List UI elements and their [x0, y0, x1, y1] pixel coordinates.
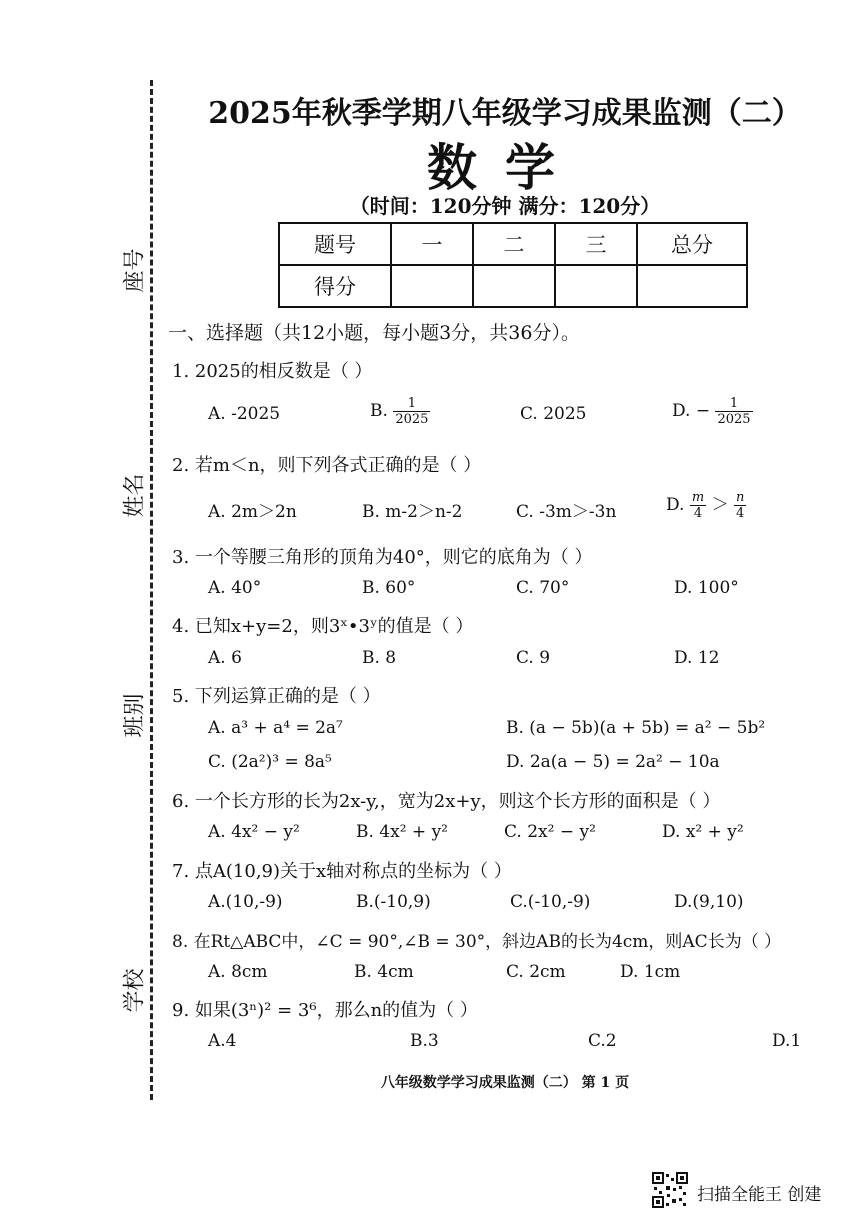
time-and-score-info: （时间：120分钟 满分：120分）: [349, 194, 661, 218]
question-4-option-d: D. 12: [674, 648, 720, 668]
class-label: 班别: [122, 693, 148, 738]
question-5-option-d: D. 2a(a − 5) = 2a² − 10a: [506, 752, 720, 772]
question-8-option-a: A. 8cm: [208, 962, 268, 982]
question-6-option-c: C. 2x² − y²: [504, 822, 596, 842]
question-1-option-a: A. -2025: [208, 404, 281, 424]
question-7-option-c: C.(-10,-9): [510, 892, 591, 912]
question-9-stem: 9. 如果(3ⁿ)² = 3⁶，那么n的值为（ ）: [172, 1000, 478, 1021]
question-6-option-d: D. x² + y²: [662, 822, 744, 842]
question-1-option-c: C. 2025: [520, 404, 587, 424]
numerator: 1: [393, 396, 430, 412]
question-2-option-c: C. -3m＞-3n: [516, 502, 617, 522]
question-6-stem: 6. 一个长方形的长为2x-y,，宽为2x+y，则这个长方形的面积是（ ）: [172, 791, 721, 812]
denominator: 4: [736, 506, 745, 521]
question-9-option-d: D.1: [772, 1031, 802, 1051]
question-6-option-b: B. 4x² + y²: [356, 822, 448, 842]
question-3-option-d: D. 100°: [674, 578, 739, 598]
score-table-header-cell: 总分: [637, 223, 747, 265]
subject-title: 数学: [427, 138, 583, 197]
binding-dashed-line: [150, 80, 153, 1100]
question-3-option-a: A. 40°: [208, 578, 262, 598]
question-5-option-b: B. (a − 5b)(a + 5b) = a² − 5b²: [506, 718, 766, 738]
question-8-stem: 8. 在Rt△ABC中，∠C = 90°,∠B = 30°，斜边AB的长为4cm，则AC长为（ ）: [172, 932, 782, 952]
fraction: [393, 396, 430, 427]
question-7-option-b: B.(-10,9): [356, 892, 431, 912]
exam-title: 2025年秋季学期八年级学习成果监测（二）: [208, 96, 802, 131]
score-blank-cell[interactable]: [391, 265, 473, 307]
question-8-option-b: B. 4cm: [354, 962, 414, 982]
option-letter: D.: [666, 495, 685, 515]
question-6-option-a: A. 4x² − y²: [208, 822, 300, 842]
score-table-header-cell: 二: [473, 223, 555, 265]
score-table-header-cell: 一: [391, 223, 473, 265]
question-4-option-c: C. 9: [516, 648, 551, 668]
question-2-option-d: [666, 490, 746, 521]
question-3-option-c: C. 70°: [516, 578, 570, 598]
question-7-option-a: A.(10,-9): [208, 892, 283, 912]
qr-code-icon: [652, 1172, 688, 1208]
question-7-option-d: D.(9,10): [674, 892, 744, 912]
school-label: 学校: [122, 968, 148, 1013]
fraction: [690, 490, 706, 521]
numerator: 1: [715, 396, 752, 412]
question-9-option-b: B.3: [410, 1031, 439, 1051]
question-5-stem: 5. 下列运算正确的是（ ）: [172, 686, 381, 707]
question-3-option-b: B. 60°: [362, 578, 416, 598]
question-7-stem: 7. 点A(10,9)关于x轴对称点的坐标为（ ）: [172, 861, 512, 882]
fraction: [734, 490, 746, 521]
seat-number-label: 座号: [122, 248, 148, 293]
denominator: 2025: [395, 412, 429, 427]
question-1-option-d: [672, 396, 753, 427]
question-9-option-c: C.2: [588, 1031, 617, 1051]
scanner-watermark: 扫描全能王 创建: [697, 1185, 822, 1205]
fraction: [715, 396, 752, 427]
denominator: 2025: [717, 412, 751, 427]
section-heading: 一、选择题（共12小题，每小题3分，共36分）。: [168, 322, 580, 344]
score-table-header-cell: 三: [555, 223, 637, 265]
score-table: [278, 222, 748, 308]
score-row-label: 得分: [279, 265, 391, 307]
score-table-header-cell: 题号: [279, 223, 391, 265]
question-5-option-a: A. a³ + a⁴ = 2a⁷: [208, 718, 343, 738]
question-1-stem: 1. 2025的相反数是（ ）: [172, 361, 373, 382]
question-9-option-a: A.4: [208, 1031, 237, 1051]
score-blank-cell[interactable]: [473, 265, 555, 307]
question-2-option-a: A. 2m＞2n: [208, 502, 297, 522]
option-letter: D. −: [672, 401, 711, 421]
relation-symbol: ＞: [711, 495, 729, 515]
question-5-option-c: C. (2a²)³ = 8a⁵: [208, 752, 332, 772]
numerator: n: [735, 490, 745, 505]
question-8-option-c: C. 2cm: [506, 962, 566, 982]
question-3-stem: 3. 一个等腰三角形的顶角为40°，则它的底角为（ ）: [172, 547, 593, 568]
question-4-option-b: B. 8: [362, 648, 397, 668]
score-blank-cell[interactable]: [555, 265, 637, 307]
numerator: m: [691, 490, 705, 505]
score-blank-cell[interactable]: [637, 265, 747, 307]
question-8-option-d: D. 1cm: [620, 962, 681, 982]
denominator: 4: [693, 506, 703, 521]
question-4-option-a: A. 6: [208, 648, 242, 668]
question-2-stem: 2. 若m＜n，则下列各式正确的是（ ）: [172, 455, 482, 476]
question-2-option-b: B. m-2＞n-2: [362, 502, 463, 522]
student-name-label: 姓名: [122, 473, 148, 518]
page-footer: 八年级数学学习成果监测（二） 第 1 页: [380, 1075, 630, 1091]
option-letter: B.: [370, 401, 388, 421]
question-1-option-b: [370, 396, 430, 427]
question-4-stem: 4. 已知x+y=2，则3ˣ•3ʸ的值是（ ）: [172, 616, 474, 637]
